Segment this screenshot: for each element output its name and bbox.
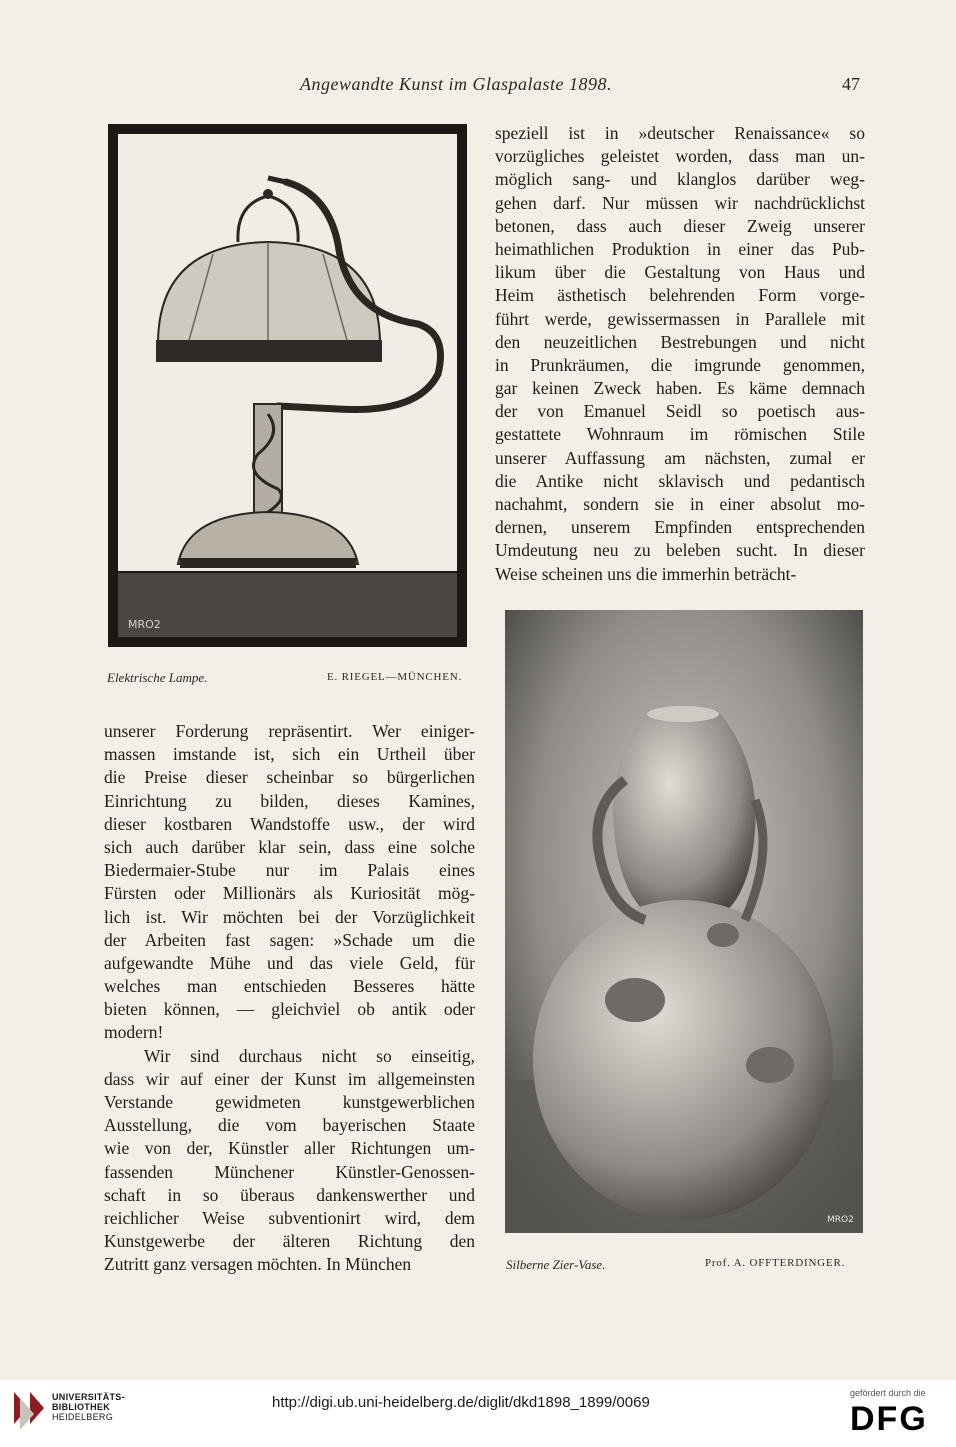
library-name-line2: BIBLIOTHEK — [52, 1402, 110, 1412]
text-line: schaft in so überaus dankenswerther und — [104, 1184, 475, 1205]
library-name-line1: UNIVERSITÄTS- — [52, 1392, 125, 1402]
text-line: in Prunkräumen, die imgrunde genommen, — [495, 354, 865, 375]
text-line: Heim ästhetisch belehrenden Form vorge- — [495, 285, 865, 306]
text-line: die Antike nicht sklavisch und pedantisch — [495, 470, 865, 491]
funded-by-label: gefördert durch die — [850, 1388, 926, 1398]
text-line: speziell ist in »deutscher Renaissance« so — [495, 123, 865, 143]
digital-library-footer — [0, 1380, 956, 1447]
text-line: den neuzeitlichen Bestrebungen und nicht — [495, 331, 865, 352]
left-column-text — [104, 720, 475, 1277]
library-name — [52, 1392, 125, 1422]
text-line: gestattete Wohnraum im römischen Stile — [495, 424, 865, 445]
text-line: gehen darf. Nur müssen wir nachdrücklichst — [495, 192, 865, 213]
text-line: Wir sind durchaus nicht so einseitig, — [144, 1045, 475, 1066]
text-line: dernen, unserem Empfinden entsprechenden — [495, 517, 865, 538]
vase-monogram: MRO2 — [827, 1215, 854, 1225]
text-line: welches man entschieden Besseres hätte — [104, 976, 475, 997]
text-line: nachahmt, sondern sie in einer absolut mo- — [495, 494, 865, 514]
text-line: lich ist. Wir möchten bei der Vorzüglichkeit — [104, 906, 475, 927]
text-line: Weise scheinen uns die immerhin beträcht- — [495, 563, 797, 584]
text-line: vorzügliches geleistet worden, dass man un- — [495, 146, 865, 167]
lamp-illustration — [108, 124, 467, 647]
text-line: unserer Forderung repräsentirt. Wer einiger- — [104, 721, 475, 741]
lamp-drawing — [118, 134, 457, 637]
text-line: likum über die Gestaltung von Haus und — [495, 262, 865, 283]
university-library-logo-icon — [12, 1388, 46, 1434]
text-line: Zutritt ganz versagen möchten. In München — [104, 1254, 412, 1275]
running-head: Angewandte Kunst im Glaspalaste 1898. — [300, 74, 612, 94]
vase-drawing — [505, 610, 863, 1233]
text-line: der Arbeiten fast sagen: »Schade um die — [104, 929, 475, 950]
text-line: modern! — [104, 1022, 164, 1043]
text-line: dass wir auf einer der Kunst im allgemeinsten — [104, 1068, 475, 1089]
text-line: aufgewandte Mühe und das viele Geld, für — [104, 952, 475, 973]
dfg-logo: DFG — [850, 1400, 928, 1438]
text-line: Verstande gewidmeten kunstgewerblichen — [104, 1092, 475, 1112]
lamp-monogram: MRO2 — [128, 618, 161, 631]
vase-caption-credit: Prof. A. OFFTERDINGER. — [705, 1257, 846, 1269]
text-line: Umdeutung neu zu beleben sucht. In dieser — [495, 540, 865, 561]
text-line: führt werde, gewissermassen in Parallele mit — [495, 308, 865, 329]
text-line: Fürsten oder Millionärs als Kuriosität mög- — [104, 883, 475, 904]
text-line: Biedermaier-Stube nur im Palais eines — [104, 860, 475, 881]
text-line: reichlicher Weise subventionirt wird, dem — [104, 1207, 475, 1228]
text-line: Kunstgewerbe der älteren Richtung den — [104, 1231, 475, 1252]
right-column-text — [495, 122, 865, 586]
text-line: heimathlichen Produktion in einer das Pub- — [495, 238, 865, 259]
digital-object-url[interactable]: http://digi.ub.uni-heidelberg.de/diglit/dkd1898_1899/0069 — [272, 1394, 650, 1411]
text-line: massen imstande ist, sich ein Urtheil über — [104, 744, 475, 765]
text-line: möglich sang- und klanglos darüber weg- — [495, 169, 865, 190]
vase-caption-title: Silberne Zier-Vase. — [506, 1257, 606, 1272]
vase-photograph — [505, 610, 863, 1233]
text-line: Einrichtung zu bilden, dieses Kamines, — [104, 790, 475, 811]
text-line: die Preise dieser scheinbar so bürgerlichen — [104, 767, 475, 788]
text-line: gar keinen Zweck haben. Es käme demnach — [495, 378, 865, 399]
lamp-caption-credit: E. RIEGEL—MÜNCHEN. — [327, 671, 463, 683]
text-line: der von Emanuel Seidl so poetisch aus- — [495, 401, 865, 422]
text-line: betonen, dass auch dieser Zweig unserer — [495, 215, 865, 236]
text-line: wie von der, Künstler aller Richtungen um- — [104, 1138, 475, 1159]
text-line: sich auch darüber klar sein, dass eine solche — [104, 836, 475, 857]
library-name-line3: HEIDELBERG — [52, 1412, 114, 1422]
page-number: 47 — [842, 74, 860, 94]
text-line: fassenden Münchener Künstler-Genossen- — [104, 1161, 475, 1182]
text-line: Ausstellung, die vom bayerischen Staate — [104, 1115, 475, 1136]
lamp-caption-title: Elektrische Lampe. — [107, 670, 208, 685]
text-line: dieser kostbaren Wandstoffe usw., der wird — [104, 813, 475, 834]
text-line: bieten können, — gleichviel ob antik oder — [104, 999, 475, 1020]
text-line: unserer Auffassung am nächsten, zumal er — [495, 447, 865, 468]
